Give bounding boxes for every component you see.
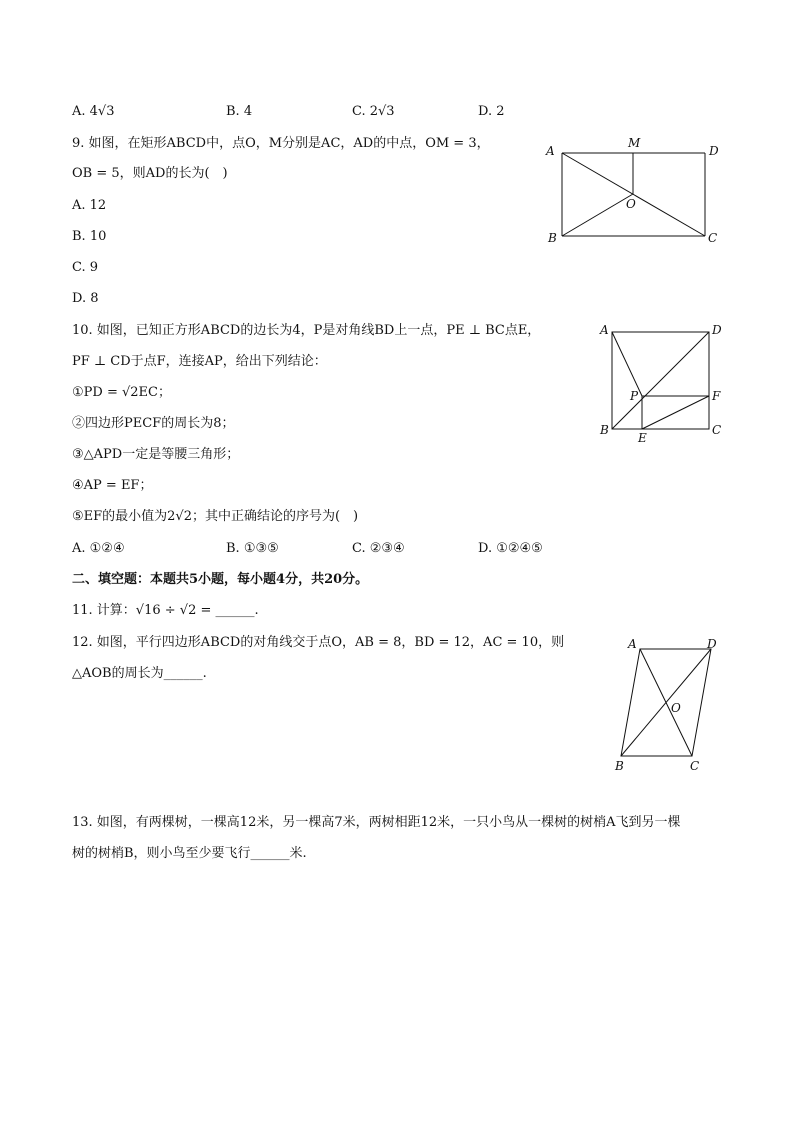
q10-label-p: P bbox=[630, 389, 639, 403]
q10-segment-ap bbox=[612, 332, 642, 396]
q10-conclusion-4: ④AP = EF； bbox=[72, 478, 153, 493]
q10-conclusion-3: ③△APD一定是等腰三角形； bbox=[72, 447, 240, 462]
q8-option-c: C. 2√3 bbox=[352, 104, 395, 119]
q10-conclusion-5: ⑤EF的最小值为2√2；其中正确结论的序号为( ) bbox=[72, 509, 359, 524]
q12-parallelogram-figure bbox=[608, 634, 734, 776]
q10-stem-line1: 10. 如图，已知正方形ABCD的边长为4，P是对角线BD上一点，PE ⊥ BC点E， bbox=[72, 323, 541, 338]
section-2-title: 二、填空题：本题共5小题，每小题4分，共20分。 bbox=[72, 572, 369, 587]
q10-option-a: A. ①②④ bbox=[72, 541, 125, 556]
q9-option-d: D. 8 bbox=[72, 291, 99, 306]
q12-label-a: A bbox=[628, 637, 637, 651]
q9-label-a: A bbox=[546, 144, 555, 158]
q9-option-b: B. 10 bbox=[72, 229, 107, 244]
q13-stem-line1: 13. 如图，有两棵树，一棵高12米，另一棵高7米，两树相距12米，一只小鸟从一棵树的树梢A飞到另一棵 bbox=[72, 815, 681, 830]
q10-label-a: A bbox=[600, 323, 609, 337]
q10-label-b: B bbox=[600, 423, 609, 437]
q11-text: 11. 计算：√16 ÷ √2 = ______. bbox=[72, 603, 259, 618]
q9-label-d: D bbox=[709, 144, 719, 158]
q10-square-figure bbox=[594, 320, 734, 446]
q9-stem-line1: 9. 如图，在矩形ABCD中，点O，M分别是AC，AD的中点，OM = 3， bbox=[72, 136, 490, 151]
q9-option-a: A. 12 bbox=[72, 198, 107, 213]
q9-rectangle-figure bbox=[540, 132, 730, 250]
q12-stem-line2: △AOB的周长为______. bbox=[72, 666, 207, 681]
q10-label-c: C bbox=[712, 423, 722, 437]
q10-conclusion-2: ②四边形PECF的周长为8； bbox=[72, 416, 235, 431]
q8-option-d: D. 2 bbox=[478, 104, 505, 119]
q8-option-a: A. 4√3 bbox=[72, 104, 115, 119]
q12-label-b: B bbox=[615, 759, 624, 773]
q8-option-b: B. 4 bbox=[226, 104, 253, 119]
q10-option-c: C. ②③④ bbox=[352, 541, 405, 556]
q9-label-c: C bbox=[708, 231, 718, 245]
q10-stem-line2: PF ⊥ CD于点F，连接AP，给出下列结论： bbox=[72, 354, 327, 369]
q10-diagonal-bd bbox=[612, 332, 709, 429]
q10-conclusion-1: ①PD = √2EC； bbox=[72, 385, 171, 400]
q10-label-e: E bbox=[638, 431, 647, 445]
q12-diagonal-bd bbox=[621, 649, 711, 756]
q9-stem-line2: OB = 5，则AD的长为( ) bbox=[72, 166, 228, 181]
q10-label-f: F bbox=[712, 389, 721, 403]
q12-label-c: C bbox=[690, 759, 700, 773]
q9-segment-bo bbox=[562, 194, 633, 236]
q10-label-d: D bbox=[712, 323, 722, 337]
q12-stem-line1: 12. 如图，平行四边形ABCD的对角线交于点O，AB = 8，BD = 12，AC = 10，则 bbox=[72, 635, 565, 650]
q10-option-b: B. ①③⑤ bbox=[226, 541, 279, 556]
q9-label-m: M bbox=[628, 136, 641, 150]
q9-label-b: B bbox=[548, 231, 557, 245]
q9-option-c: C. 9 bbox=[72, 260, 99, 275]
q10-option-d: D. ①②④⑤ bbox=[478, 541, 543, 556]
q10-segment-ef bbox=[642, 396, 709, 429]
q12-label-d: D bbox=[707, 637, 717, 651]
q12-label-o: O bbox=[671, 701, 681, 715]
q9-label-o: O bbox=[626, 197, 636, 211]
q13-stem-line2: 树的树梢B，则小鸟至少要飞行______米. bbox=[72, 846, 307, 861]
